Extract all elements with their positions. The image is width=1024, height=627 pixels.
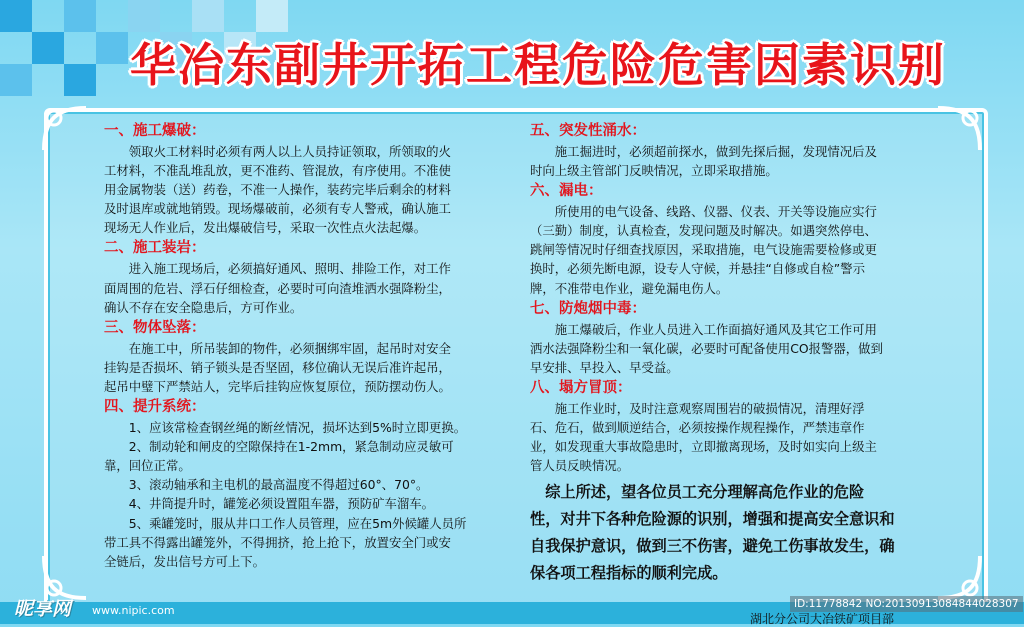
line: 施工爆破后，作业人员进入工作面搞好通风及其它工作可用 — [554, 321, 877, 337]
section-6 — [530, 181, 950, 297]
line: 在施工中，所吊装卸的物件，必须捆绑牢固，起吊时对安全 — [128, 340, 451, 356]
summary-line: 自我保护意识，做到三不伤害，避免工伤事故发生，确 — [530, 537, 895, 556]
line: 确认不存在安全隐患后，方可作业。 — [104, 299, 303, 315]
section-heading: 五、突发性涌水： — [530, 123, 646, 139]
line: 4、井筒提升时，罐笼必须设置阻车器，预防矿车溜车。 — [128, 496, 435, 512]
line: 领取火工材料时必须有两人以上人员持证领取，所领取的火 — [128, 144, 451, 159]
line: 进入施工现场后，必须搞好通风、照明、排险工作，对工作 — [128, 261, 451, 277]
right-column — [530, 120, 950, 587]
line: 早安排、早投入、早受益。 — [530, 359, 679, 375]
section-4 — [104, 397, 494, 571]
line: 及时退库或就地销毁。现场爆破前，必须有专人警戒，确认施工 — [104, 201, 451, 217]
line: 施工掘进时，必须超前探水，做到先探后掘，发现情况后及 — [554, 144, 877, 159]
section-2 — [104, 238, 494, 316]
section-3 — [104, 318, 494, 396]
line: 1、应该常检查钢丝绳的断丝情况，损坏达到5%时立即更换。 — [128, 420, 467, 436]
line: 靠，回位正常。 — [104, 458, 191, 474]
summary-line: 性，对井下各种危险源的识别，增强和提高安全意识和 — [530, 510, 895, 529]
section-1 — [104, 121, 494, 237]
section-heading: 八、塌方冒顶： — [530, 379, 632, 396]
line: 管人员反映情况。 — [530, 458, 630, 474]
line: 挂钩是否损坏、销子锁头是否坚固，移位确认无误后准许起吊， — [104, 359, 451, 375]
line: 工材料，不准乱堆乱放，更不准药、管混放，有序使用。不准使 — [104, 163, 451, 179]
section-heading: 三、物体坠落： — [104, 319, 206, 336]
line: 现场无人作业后，发出爆破信号，采取一次性点火法起爆。 — [104, 220, 427, 236]
corner-ornament-icon — [36, 100, 92, 156]
line: 2、制动轮和闸皮的空隙保持在1-2mm，紧急制动应灵敏可 — [128, 439, 454, 455]
left-column — [104, 120, 494, 571]
line: 跳闸等情况时仔细查找原因，采取措施，电气设施需要检修或更 — [530, 242, 877, 258]
line: 业，如发现重大事故隐患时，立即撤离现场，及时如实向上级主 — [530, 439, 877, 455]
line: 面周围的危岩、浮石仔细检查，必要时可向渣堆洒水强降粉尘， — [104, 280, 451, 296]
section-8 — [530, 378, 950, 475]
line: 带工具不得露出罐笼外，不得拥挤，抢上抢下，放置安全门或安 — [104, 534, 451, 550]
line: 换时，必须先断电源，设专人守候，并悬挂“自修或自检”警示 — [530, 261, 865, 277]
line: 起吊中璧下严禁站人，完毕后挂钩应恢复原位，预防摆动伤人。 — [104, 378, 451, 394]
watermark-url: www.nipic.com — [92, 604, 175, 617]
company-name: 湖北分公司大冶铁矿项目部 — [750, 612, 895, 626]
watermark-logo: 昵享网 — [14, 598, 72, 620]
section-heading: 七、防炮烟中毒： — [530, 300, 646, 317]
section-heading: 一、施工爆破： — [104, 123, 206, 139]
line: 所使用的电气设备、线路、仪器、仪表、开关等设施应实行 — [554, 204, 877, 220]
section-heading: 四、提升系统： — [104, 399, 206, 416]
section-7 — [530, 299, 950, 377]
watermark-id: ID:11778842 NO:20130913084844028307 — [790, 596, 1023, 612]
line: 牌，不准带电作业，避免漏电伤人。 — [530, 280, 729, 296]
summary-line: 保各项工程指标的顺利完成。 — [530, 564, 728, 583]
line: 石、危石，做到顺逆结合，必须按操作规程操作，严禁违章作 — [530, 420, 865, 436]
page-title: 华冶东副井开拓工程危险危害因素识别 — [130, 38, 946, 92]
line: 用金属物装（送）药卷，不准一人操作，装药完毕后剩余的材料 — [104, 182, 451, 198]
section-heading: 二、施工装岩： — [104, 240, 206, 257]
summary-line: 综上所述，望各位员工充分理解高危作业的危险 — [545, 483, 865, 502]
line: 洒水法强降粉尘和一氧化碳，必要时可配备使用CO报警器，做到 — [530, 340, 883, 356]
summary-paragraph — [530, 479, 950, 587]
line: 时向上级主管部门反映情况，立即采取措施。 — [530, 163, 778, 179]
line: （三勤）制度，认真检查，发现问题及时解决。如遇突然停电、 — [530, 223, 877, 239]
section-5 — [530, 121, 950, 180]
line: 5、乘罐笼时，服从井口工作人员管理，应在5m外候罐人员所 — [128, 515, 467, 531]
line: 全链后，发出信号方可上下。 — [104, 553, 266, 569]
line: 施工作业时，及时注意观察周围岩的破损情况，清理好浮 — [554, 400, 865, 416]
line: 3、滚动轴承和主电机的最高温度不得超过60°、70°。 — [128, 477, 429, 493]
section-heading: 六、漏电： — [530, 183, 603, 200]
